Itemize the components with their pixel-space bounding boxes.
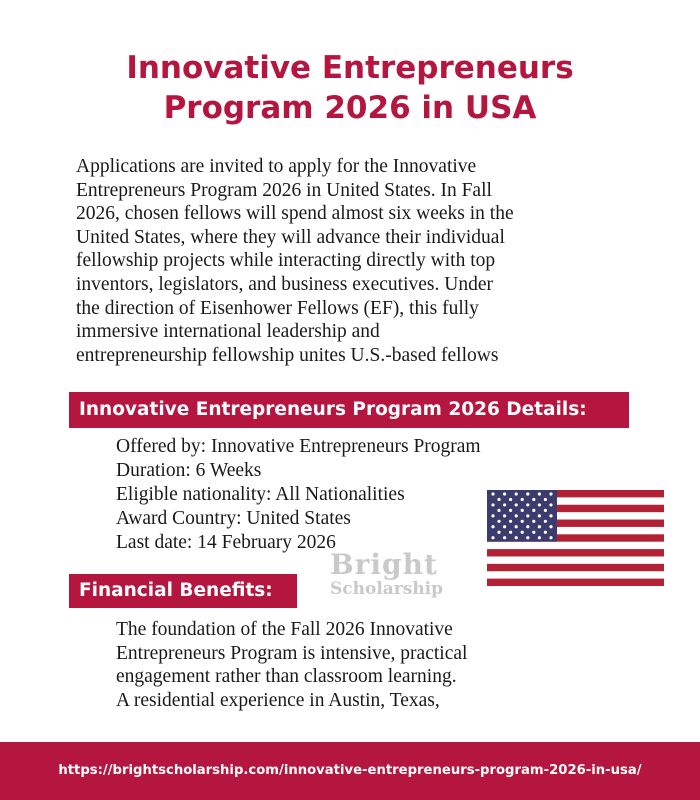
flag-star — [549, 492, 552, 495]
flag-star — [526, 536, 529, 539]
flag-star — [509, 509, 512, 512]
flag-star — [491, 514, 494, 517]
intro-paragraph — [76, 155, 646, 367]
details-heading: Innovative Entrepreneurs Program 2026 Details: — [69, 392, 629, 428]
financial-line: Entrepreneurs Program is intensive, practical — [116, 642, 468, 664]
intro-line: Applications are invited to apply for the Innovative — [76, 156, 477, 177]
flag-star — [526, 492, 529, 495]
flag-star — [491, 492, 494, 495]
financial-paragraph — [116, 618, 576, 712]
flag-star — [497, 531, 500, 534]
flag-star — [521, 509, 524, 512]
intro-line: Entrepreneurs Program 2026 in United States. In Fall — [76, 179, 492, 201]
financial-line: A residential experience in Austin, Texas, — [116, 689, 440, 711]
flag-star — [526, 514, 529, 517]
flag-star — [549, 525, 552, 528]
watermark-line: Scholarship — [330, 579, 444, 599]
flag-star — [515, 492, 518, 495]
detail-award-country: Award Country: United States — [116, 508, 351, 529]
flag-star — [538, 514, 541, 517]
flag-star — [532, 520, 535, 523]
intro-line: inventors, legislators, and business executives. Under — [76, 273, 493, 295]
flag-star — [503, 514, 506, 517]
us-flag-icon — [487, 490, 664, 586]
flag-stripe — [487, 579, 664, 586]
flag-star — [491, 503, 494, 506]
detail-eligible-nationality: Eligible nationality: All Nationalities — [116, 484, 405, 505]
flag-star — [497, 520, 500, 523]
flag-star — [549, 536, 552, 539]
flag-star — [515, 525, 518, 528]
intro-line: the direction of Eisenhower Fellows (EF), this fully — [76, 297, 479, 319]
flag-stripe — [487, 564, 664, 571]
flag-star — [503, 536, 506, 539]
flag-star — [491, 536, 494, 539]
flag-star — [509, 498, 512, 501]
flag-star — [509, 520, 512, 523]
flag-canton — [487, 490, 557, 542]
intro-line: 2026, chosen fellows will spend almost six weeks in the — [76, 203, 514, 225]
intro-line: fellowship projects while interacting directly with top — [76, 250, 496, 272]
watermark-line: Bright — [330, 548, 438, 581]
flag-star — [549, 514, 552, 517]
flag-star — [497, 498, 500, 501]
flag-star — [538, 503, 541, 506]
detail-duration: Duration: 6 Weeks — [116, 460, 262, 481]
flag-star — [491, 525, 494, 528]
flag-star — [503, 503, 506, 506]
flag-star — [532, 498, 535, 501]
financial-heading: Financial Benefits: — [69, 574, 297, 608]
flag-star — [538, 492, 541, 495]
flag-star — [521, 520, 524, 523]
financial-line: The foundation of the Fall 2026 Innovative — [116, 619, 453, 640]
flag-star — [503, 525, 506, 528]
flag-star — [509, 531, 512, 534]
flag-star — [532, 531, 535, 534]
watermark-logo — [330, 548, 444, 599]
financial-line: engagement rather than classroom learning. — [116, 666, 457, 688]
footer-url-bar[interactable] — [0, 742, 700, 800]
page-title — [0, 48, 700, 128]
footer-url-link[interactable]: https://brightscholarship.com/innovative-entrepreneurs-program-2026-in-usa/ — [58, 763, 642, 778]
flag-star — [515, 514, 518, 517]
flag-star — [497, 509, 500, 512]
flag-star — [503, 492, 506, 495]
intro-line: immersive international leadership and — [76, 321, 380, 343]
intro-line: United States, where they will advance their individual — [76, 226, 505, 248]
flag-star — [521, 498, 524, 501]
flag-star — [515, 503, 518, 506]
flag-star — [538, 536, 541, 539]
details-list — [116, 435, 481, 555]
flag-stripe — [487, 549, 664, 556]
flag-star — [544, 531, 547, 534]
intro-line: entrepreneurship fellowship unites U.S.-based fellows — [76, 344, 499, 366]
flag-star — [521, 531, 524, 534]
title-line: Program 2026 in USA — [163, 90, 537, 126]
flag-star — [532, 509, 535, 512]
detail-last-date: Last date: 14 February 2026 — [116, 532, 336, 553]
flag-star — [544, 520, 547, 523]
flag-star — [544, 498, 547, 501]
detail-offered-by: Offered by: Innovative Entrepreneurs Program — [116, 436, 481, 457]
flag-star — [538, 525, 541, 528]
title-line: Innovative Entrepreneurs — [126, 50, 574, 86]
flag-star — [526, 503, 529, 506]
flag-star — [515, 536, 518, 539]
flag-star — [544, 509, 547, 512]
flag-star — [549, 503, 552, 506]
flag-star — [526, 525, 529, 528]
